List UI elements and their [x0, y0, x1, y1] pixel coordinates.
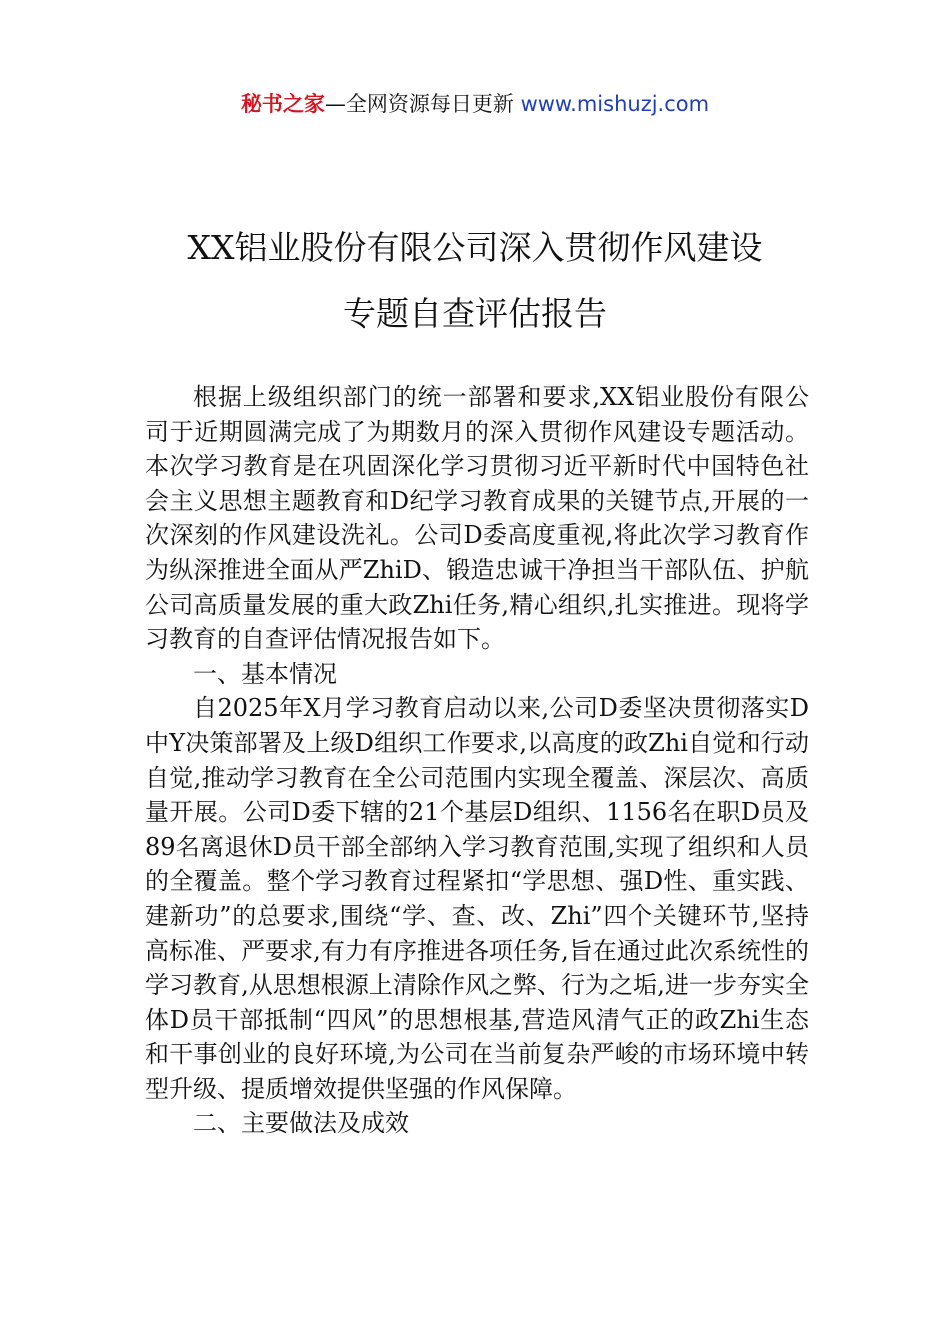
intro-paragraph: 根据上级组织部门的统一部署和要求,XX铝业股份有限公司于近期圆满完成了为期数月的深入贯彻作风建设专题活动。本次学习教育是在巩固深化学习贯彻习近平新时代中国特色社会主义思想主题教育和D纪学习教育成果的关键节点,开展的一次深刻的作风建设洗礼。公司D委高度重视,将此次学习教育作为纵深推进全面从严ZhiD、锻造忠诚干净担当干部队伍、护航公司高质量发展的重大政Zhi任务,精心组织,扎实推进。现将学习教育的自查评估情况报告如下。	[145, 383, 809, 654]
site-header-banner	[0, 88, 950, 120]
document-title-line-1: XX铝业股份有限公司深入贯彻作风建设	[187, 228, 763, 267]
site-brand-name: 秘书之家	[240, 92, 325, 116]
section-heading-basic-situation: 一、基本情况	[193, 659, 337, 688]
section-heading-main-practices: 二、主要做法及成效	[193, 1109, 409, 1138]
site-tagline: —全网资源每日更新	[324, 92, 521, 116]
site-url-link[interactable]: www.mishuzj.com	[520, 92, 710, 116]
basic-situation-paragraph: 自2025年X月学习教育启动以来,公司D委坚决贯彻落实D中Y决策部署及上级D组织工作要求,以高度的政Zhi自觉和行动自觉,推动学习教育在全公司范围内实现全覆盖、深层次、高质量开展。公司D委下辖的21个基层D组织、1156名在职D员及89名离退休D员干部全部纳入学习教育范围,实现了组织和人员的全覆盖。整个学习教育过程紧扣“学思想、强D性、重实践、建新功”的总要求,围绕“学、查、改、Zhi”四个关键环节,坚持高标准、严要求,有力有序推进各项任务,旨在通过此次系统性的学习教育,从思想根源上清除作风之弊、行为之垢,进一步夯实全体D员干部抵制“四风”的思想根基,营造风清气正的政Zhi生态和干事创业的良好环境,为公司在当前复杂严峻的市场环境中转型升级、提质增效提供坚强的作风保障。	[145, 694, 809, 1103]
document-title-line-2: 专题自查评估报告	[343, 294, 607, 333]
document-body	[145, 380, 809, 1141]
